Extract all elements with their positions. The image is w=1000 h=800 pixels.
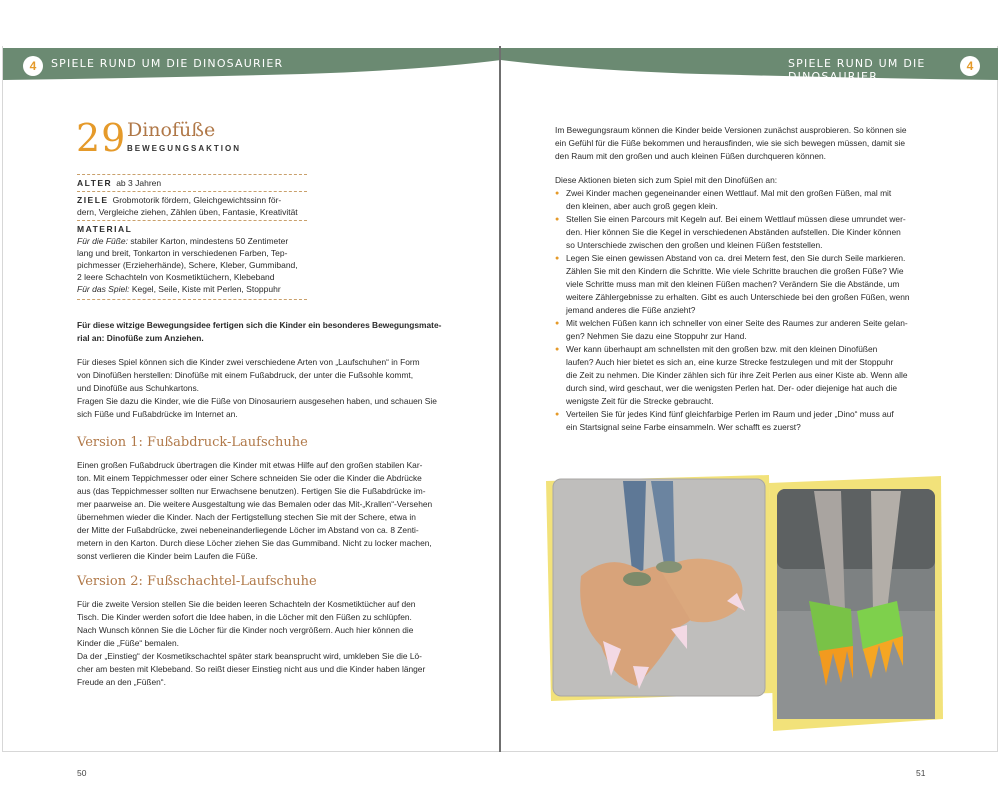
- text-line: viele Schritte muss man mit den kleinen Füßen machen? Verändern Sie die Abstände, um: [566, 279, 900, 289]
- text-line: ● Verteilen Sie für jedes Kind fünf gleichfarbige Perlen im Raum und jeder „Dino“ muss auf: [566, 409, 894, 419]
- right-paragraph-2: Diese Aktionen bieten sich zum Spiel mit den Dinofüßen an:: [555, 175, 778, 185]
- text-line: laufen? Auch hier bietet es sich an, eine kurze Strecke festzulegen und mit der Stoppuhr: [566, 357, 894, 367]
- ziele-line: dern, Vergleiche ziehen, Zählen üben, Fantasie, Kreativität: [77, 207, 298, 217]
- list-item: [555, 408, 927, 434]
- text-line: Für diese witzige Bewegungsidee fertigen sich die Kinder ein besonderes Bewegungsmate-: [77, 320, 442, 330]
- text-line: weitere Zählergebnisse zu erhalten. Gibt es auch Unterschiede bei den großen Füßen, wenn: [566, 292, 910, 302]
- text-line: wenigste Zeit für die Strecke gebraucht.: [566, 396, 714, 406]
- version-2-text: [77, 598, 447, 689]
- right-header-banner: [501, 48, 998, 83]
- text-line: rial an: Dinofüße zum Anziehen.: [77, 333, 204, 343]
- text-line: sonst verlieren die Kinder beim Laufen die Füße.: [77, 551, 258, 561]
- game-title: Dinofüße: [127, 119, 216, 141]
- text-line: sich Füße und Fußabdrücke im Internet an.: [77, 409, 238, 419]
- text-line: die Zeit zu nehmen. Die Kinder zählen sich für ihre Zeit Perlen aus einer Kiste ab. Wenn alle: [566, 370, 908, 380]
- text-line: Tisch. Die Kinder werden sofort die Idee haben, in die Löcher mit den Füßen zu schlüpfen.: [77, 612, 412, 622]
- divider: [77, 299, 307, 300]
- text-line: ● Stellen Sie einen Parcours mit Kegeln auf. Bei einem Wettlauf müssen diese umrundet wer-: [566, 214, 906, 224]
- list-item: [555, 317, 927, 343]
- photo-collage: [541, 461, 946, 746]
- text-line: aus (das Teppichmesser sollten nur Erwachsene benutzen). Fertigen Sie die Fußabdrücke im-: [77, 486, 426, 496]
- text-line: ein Gefühl für die Füße bekommen und herausfinden, wie sie sich bewegen müssen, damit sie: [555, 138, 906, 148]
- text-line: gen? Nehmen Sie dazu eine Stoppuhr zur Hand.: [566, 331, 747, 341]
- text-line: ● Wer kann überhaupt am schnellsten mit den großen bzw. mit den kleinen Dinofüßen: [566, 344, 878, 354]
- text-line: den Raum mit den großen und auch kleinen Füßen durchqueren können.: [555, 151, 826, 161]
- left-header-banner: [3, 48, 501, 80]
- photo-area: [541, 461, 946, 746]
- text-line: jemand anderes die Füße anzieht?: [566, 305, 696, 315]
- text-line: ein Startsignal seine Farbe einsammeln. Wer schafft es zuerst?: [566, 422, 801, 432]
- text-line: Für dieses Spiel können sich die Kinder zwei verschiedene Arten von „Laufschuhen“ in Form: [77, 357, 420, 367]
- text-line: ● Mit welchen Füßen kann ich schneller von einer Seite des Raumes zur anderen Seite gelan-: [566, 318, 908, 328]
- text-line: von Dinofüßen herstellen: Dinofüße mit einem Fußabdruck, der unter die Fußsohle kommt,: [77, 370, 414, 380]
- list-item: [555, 252, 927, 317]
- page-number-left: 50: [77, 768, 87, 778]
- text-line: Im Bewegungsraum können die Kinder beide Versionen zunächst ausprobieren. So können sie: [555, 125, 907, 135]
- material-game-value: Kegel, Seile, Kiste mit Perlen, Stoppuhr: [131, 284, 281, 294]
- text-line: Freude an den „Füßen“.: [77, 677, 166, 687]
- alter-value: ab 3 Jahren: [116, 178, 162, 188]
- material-line: stabiler Karton, mindestens 50 Zentimeter: [130, 236, 289, 246]
- text-line: und Dinofüße aus Schuhkartons.: [77, 383, 199, 393]
- material-line: pichmesser (Erzieherhände), Schere, Kleber, Gummiband,: [77, 260, 298, 270]
- text-line: ● Legen Sie einen gewissen Abstand von ca. drei Metern fest, den Sie durch Seile markieren.: [566, 253, 906, 263]
- ziele-label: ZIELE: [77, 195, 109, 205]
- dino-feet-photo-cardboard: [553, 479, 765, 696]
- text-line: den. Hier können Sie die Kegel in verschiedenen Abständen aufstellen. Die Kinder können: [566, 227, 901, 237]
- material-feet-label: Für die Füße:: [77, 236, 129, 246]
- chapter-number-badge: 4: [23, 56, 43, 76]
- info-material: [77, 221, 307, 297]
- list-item: [555, 187, 927, 213]
- text-line: ton. Mit einem Teppichmesser oder einer Schere schneiden Sie oder die Kinder die Abdrücke: [77, 473, 422, 483]
- text-line: Nach Wunsch können Sie die Löcher für die Kinder noch vergrößern. Auch hier können die: [77, 625, 414, 635]
- game-subtitle: BEWEGUNGSAKTION: [127, 144, 241, 153]
- text-line: Einen großen Fußabdruck übertragen die Kinder mit etwas Hilfe auf den großen stabilen Kar-: [77, 460, 423, 470]
- list-item: [555, 343, 927, 408]
- material-label: MATERIAL: [77, 224, 133, 234]
- text-line: den kleinen, aber auch groß gegen klein.: [566, 201, 718, 211]
- text-line: so Unterschiede zwischen den großen und kleinen Füßen feststellen.: [566, 240, 823, 250]
- text-line: der Mitte der Fußabdrücke, zwei nebeneinanderliegende Löcher im Abstand von ca. 8 Zenti-: [77, 525, 419, 535]
- info-alter: [77, 175, 307, 191]
- text-line: mer paarweise an. Die weitere Ausgestaltung wie das Bemalen oder das Mit-„Krallen“-Versehen: [77, 499, 433, 509]
- info-ziele: [77, 192, 307, 220]
- page-number-right: 51: [916, 768, 926, 778]
- ziele-line: Grobmotorik fördern, Gleichgewichtssinn för-: [112, 195, 282, 205]
- material-game-label: Für das Spiel:: [77, 284, 130, 294]
- version-1-heading: Version 1: Fußabdruck-Laufschuhe: [77, 435, 308, 450]
- material-line: lang und breit, Tonkarton in verschiedenen Farben, Tep-: [77, 248, 288, 258]
- version-2-heading: Version 2: Fußschachtel-Laufschuhe: [77, 574, 317, 589]
- left-page: [2, 46, 500, 778]
- text-line: Zählen Sie mit den Kindern die Schritte. Wie viele Schritte brauchen die großen Füße? Wie: [566, 266, 904, 276]
- version-1-text: [77, 459, 447, 563]
- left-header-title: SPIELE RUND UM DIE DINOSAURIER: [51, 57, 284, 70]
- text-line: Da der „Einstieg“ der Kosmetikschachtel später stark beansprucht wird, umkleben Sie die Lö-: [77, 651, 422, 661]
- text-line: Kinder die „Füße“ bemalen.: [77, 638, 179, 648]
- action-list: [555, 187, 927, 434]
- material-line: 2 leere Schachteln von Kosmetiktüchern, Klebeband: [77, 272, 275, 282]
- paragraph-1: [77, 356, 447, 421]
- alter-label: ALTER: [77, 178, 113, 188]
- text-line: Für die zweite Version stellen Sie die beiden leeren Schachteln der Kosmetiktücher auf den: [77, 599, 416, 609]
- text-line: übernehmen wieder die Kinder. Nach der Fertigstellung stechen Sie mit der Schere, etwa in: [77, 512, 416, 522]
- chapter-number-badge: 4: [960, 56, 980, 76]
- text-line: durch sind, wird geschaut, wer die wenigsten Perlen hat. Der- oder diejenige hat auch die: [566, 383, 898, 393]
- intro-paragraph: [77, 319, 447, 345]
- right-page: [501, 46, 998, 778]
- info-box: [77, 174, 307, 300]
- text-line: Fragen Sie dazu die Kinder, wie die Füße von Dinosauriern ausgesehen haben, und schauen Sie: [77, 396, 437, 406]
- right-paragraph-1: [555, 124, 927, 163]
- text-line: ● Zwei Kinder machen gegeneinander einen Wettlauf. Mal mit den großen Füßen, mal mit: [566, 188, 892, 198]
- right-header-title: SPIELE RUND UM DIE DINOSAURIER: [788, 57, 926, 83]
- dino-feet-photo-boxes: [777, 489, 935, 719]
- text-line: cher am besten mit Klebeband. So reißt dieser Einstieg nicht aus und die Kinder haben länger: [77, 664, 426, 674]
- game-number: 29: [76, 116, 127, 160]
- text-line: metern in den Karton. Durch diese Löcher ziehen Sie das Gummiband. Nicht zu locker machen,: [77, 538, 432, 548]
- list-item: [555, 213, 927, 252]
